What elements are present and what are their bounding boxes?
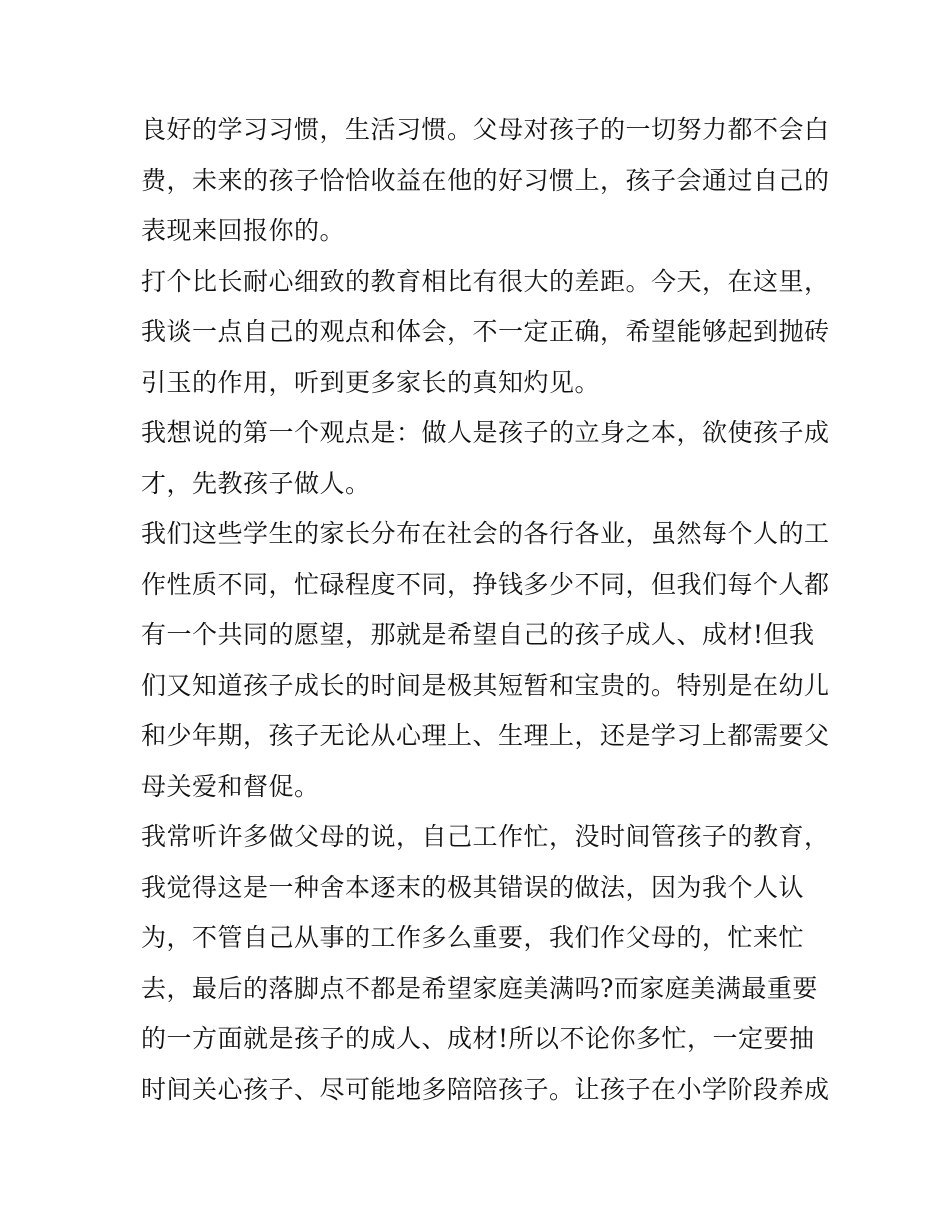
text-line: 我想说的第一个观点是：做人是孩子的立身之本，欲使孩子成: [141, 418, 830, 447]
text-line: 费，未来的孩子恰恰收益在他的好习惯上，孩子会通过自己的: [141, 165, 830, 195]
body-text: [141, 105, 830, 1115]
text-line: 引玉的作用，听到更多家长的真知灼见。: [141, 367, 601, 397]
text-line: 去，最后的落脚点不都是希望家庭美满吗?而家庭美满最重要: [141, 973, 818, 1003]
text-line: 有一个共同的愿望，那就是希望自己的孩子成人、成材!但我: [141, 620, 815, 649]
text-line: 才，先教孩子做人。: [141, 468, 371, 498]
text-line: 我谈一点自己的观点和体会，不一定正确，希望能够起到抛砖: [141, 317, 830, 346]
text-line: 作性质不同，忙碌程度不同，挣钱多少不同，但我们每个人都: [141, 569, 830, 599]
text-line: 我常听许多做父母的说，自己工作忙，没时间管孩子的教育，: [141, 822, 830, 851]
text-line: 们又知道孩子成长的时间是极其短暂和宝贵的。特别是在幼儿: [141, 670, 830, 700]
text-line: 打个比长耐心细致的教育相比有很大的差距。今天，在这里，: [141, 266, 830, 296]
text-line: 时间关心孩子、尽可能地多陪陪孩子。让孩子在小学阶段养成: [141, 1074, 830, 1104]
text-line: 良好的学习习惯，生活习惯。父母对孩子的一切努力都不会白: [141, 115, 830, 144]
text-line: 的一方面就是孩子的成人、成材!所以不论你多忙，一定要抽: [141, 1024, 815, 1053]
text-line: 我觉得这是一种舍本逐末的极其错误的做法，因为我个人认: [141, 872, 805, 902]
text-line: 我们这些学生的家长分布在社会的各行各业，虽然每个人的工: [141, 519, 830, 548]
text-line: 和少年期，孩子无论从心理上、生理上，还是学习上都需要父: [141, 721, 830, 750]
text-line: 母关爱和督促。: [141, 771, 320, 801]
text-line: 为，不管自己从事的工作多么重要，我们作父母的，忙来忙: [141, 923, 805, 952]
text-line: 表现来回报你的。: [141, 216, 346, 245]
